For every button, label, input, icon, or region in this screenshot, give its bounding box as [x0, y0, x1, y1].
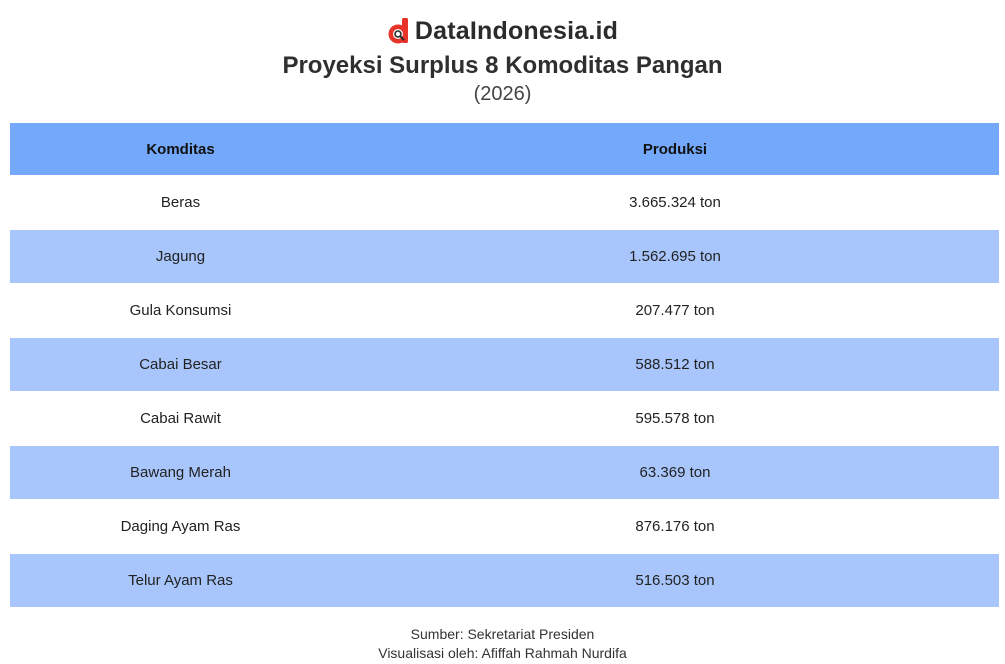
table-row — [10, 392, 999, 446]
chart-subtitle: (2026) — [473, 83, 532, 105]
table-row — [10, 284, 999, 338]
credit-text: Visualisasi oleh: Afiffah Rahmah Nurdifa — [378, 645, 627, 661]
table-header-row — [10, 123, 999, 176]
table-row — [10, 230, 999, 284]
table-row — [10, 446, 999, 500]
cell-komoditas: Gula Konsumsi — [129, 302, 232, 319]
dataindonesia-logo-icon — [387, 17, 413, 45]
cell-produksi: 516.503 ton — [635, 572, 715, 589]
brand[interactable] — [0, 14, 1005, 48]
cell-komoditas: Beras — [160, 194, 201, 211]
table-body — [10, 176, 999, 608]
cell-produksi: 207.477 ton — [635, 302, 715, 319]
cell-komoditas: Jagung — [155, 248, 206, 265]
cell-produksi: 3.665.324 ton — [629, 194, 721, 211]
cell-komoditas: Cabai Besar — [139, 356, 222, 373]
column-header-produksi: Produksi — [642, 140, 708, 158]
cell-produksi: 63.369 ton — [639, 464, 711, 481]
source-text: Sumber: Sekretariat Presiden — [410, 626, 595, 642]
header — [0, 14, 1005, 107]
table-row — [10, 554, 999, 608]
cell-komoditas: Cabai Rawit — [140, 410, 221, 427]
brand-name: DataIndonesia.id — [414, 16, 619, 45]
chart-title: Proyeksi Surplus 8 Komoditas Pangan — [282, 52, 723, 79]
cell-komoditas: Bawang Merah — [130, 464, 231, 481]
data-table — [10, 123, 999, 608]
table-row — [10, 176, 999, 230]
column-header-komoditas: Komditas — [146, 140, 215, 158]
cell-produksi: 588.512 ton — [635, 356, 715, 373]
cell-produksi: 876.176 ton — [635, 518, 715, 535]
cell-komoditas: Telur Ayam Ras — [128, 572, 233, 589]
table-row — [10, 338, 999, 392]
cell-komoditas: Daging Ayam Ras — [120, 518, 241, 535]
cell-produksi: 595.578 ton — [635, 410, 715, 427]
footer — [0, 625, 1005, 663]
cell-produksi: 1.562.695 ton — [629, 248, 721, 265]
table-row — [10, 500, 999, 554]
